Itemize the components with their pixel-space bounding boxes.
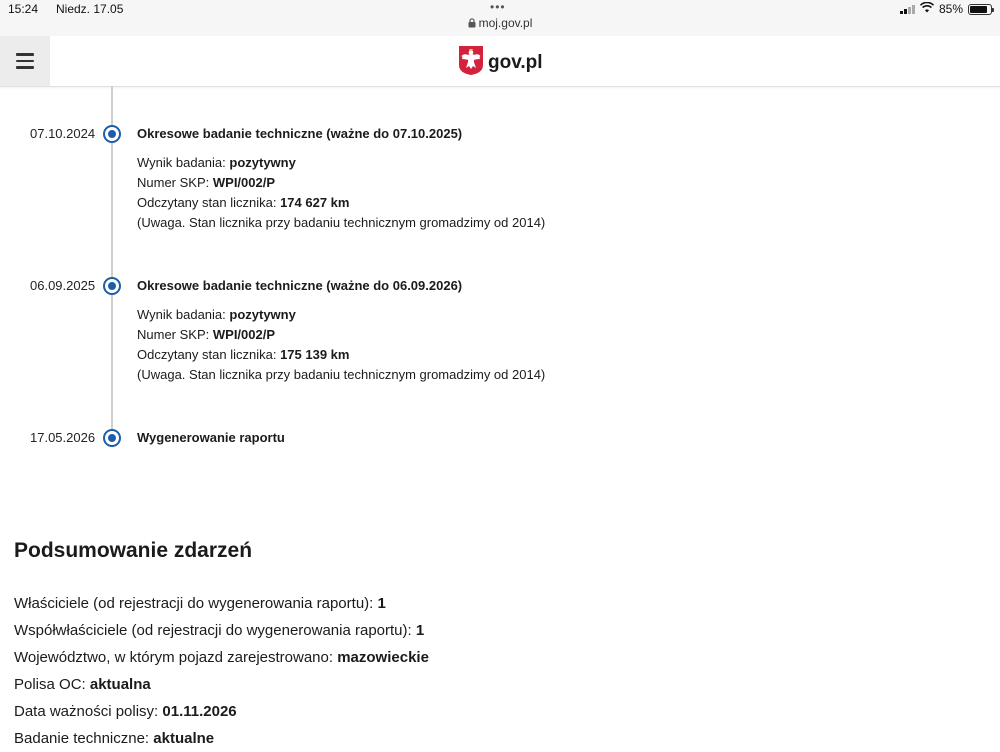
odometer-note: (Uwaga. Stan licznika przy badaniu technicznym gromadzimy od 2014)	[137, 215, 546, 230]
event-title: Wygenerowanie raportu	[137, 430, 285, 445]
battery-percent: 85%	[938, 2, 963, 16]
summary-item-co-owners	[14, 617, 429, 644]
skp-label: Numer SKP:	[137, 327, 210, 342]
odometer-note: (Uwaga. Stan licznika przy badaniu technicznym gromadzimy od 2014)	[137, 367, 546, 382]
summary-label: Województwo, w którym pojazd zarejestrowano:	[14, 649, 334, 666]
odometer-value: 174 627 km	[280, 195, 350, 210]
summary-label: Właściciele (od rejestracji do wygenerowania raportu):	[14, 595, 374, 612]
battery-icon	[968, 4, 992, 15]
address-url: moj.gov.pl	[478, 16, 533, 30]
summary-value: aktualna	[89, 676, 151, 693]
summary-value: 1	[415, 622, 425, 639]
site-header	[0, 36, 1000, 87]
address-bar[interactable]	[0, 16, 1000, 31]
event-date: 17.05.2026	[30, 430, 96, 445]
result-value: pozytywny	[229, 307, 296, 322]
summary-item-inspection	[14, 725, 429, 752]
summary-heading: Podsumowanie zdarzeń	[14, 539, 253, 562]
skp-value: WPI/002/P	[212, 327, 276, 342]
status-indicators	[900, 2, 992, 16]
logo-text: gov.pl	[488, 52, 543, 73]
skp-label: Numer SKP:	[137, 175, 210, 190]
status-time: 15:24	[8, 2, 39, 16]
summary-item-oc-policy	[14, 671, 429, 698]
summary-item-owners	[14, 590, 429, 617]
event-details	[137, 305, 545, 385]
summary-list	[14, 590, 429, 752]
event-date: 06.09.2025	[30, 278, 96, 293]
summary-value: mazowieckie	[337, 649, 429, 666]
summary-value: 01.11.2026	[162, 703, 237, 720]
summary-label: Polisa OC:	[14, 676, 86, 693]
status-date: Niedz. 17.05	[56, 2, 124, 16]
event-date: 07.10.2024	[30, 126, 96, 141]
odometer-label: Odczytany stan licznika:	[137, 195, 277, 210]
summary-label: Współwłaściciele (od rejestracji do wygenerowania raportu):	[14, 622, 412, 639]
signal-icon	[900, 4, 915, 14]
lock-icon	[468, 17, 476, 31]
menu-button[interactable]	[0, 36, 50, 86]
skp-value: WPI/002/P	[212, 175, 276, 190]
summary-label: Badanie techniczne:	[14, 730, 150, 747]
event-title: Okresowe badanie techniczne (ważne do 06.09.2026)	[137, 278, 463, 293]
result-label: Wynik badania:	[137, 307, 226, 322]
summary-value: aktualne	[153, 730, 215, 747]
more-dots-icon[interactable]: •••	[490, 0, 506, 14]
summary-value: 1	[377, 595, 386, 612]
result-label: Wynik badania:	[137, 155, 226, 170]
gov-logo[interactable]	[458, 45, 543, 81]
summary-label: Data ważności polisy:	[14, 703, 159, 720]
timeline-dot-icon	[103, 277, 121, 295]
polish-eagle-icon	[458, 45, 484, 81]
summary-item-voivodeship	[14, 644, 429, 671]
wifi-icon	[920, 2, 934, 16]
event-details	[137, 153, 545, 233]
result-value: pozytywny	[229, 155, 296, 170]
status-bar	[0, 0, 1000, 36]
odometer-label: Odczytany stan licznika:	[137, 347, 277, 362]
odometer-value: 175 139 km	[280, 347, 350, 362]
event-title: Okresowe badanie techniczne (ważne do 07.10.2025)	[137, 126, 463, 141]
timeline-dot-icon	[103, 125, 121, 143]
timeline-dot-icon	[103, 429, 121, 447]
summary-item-policy-date	[14, 698, 429, 725]
